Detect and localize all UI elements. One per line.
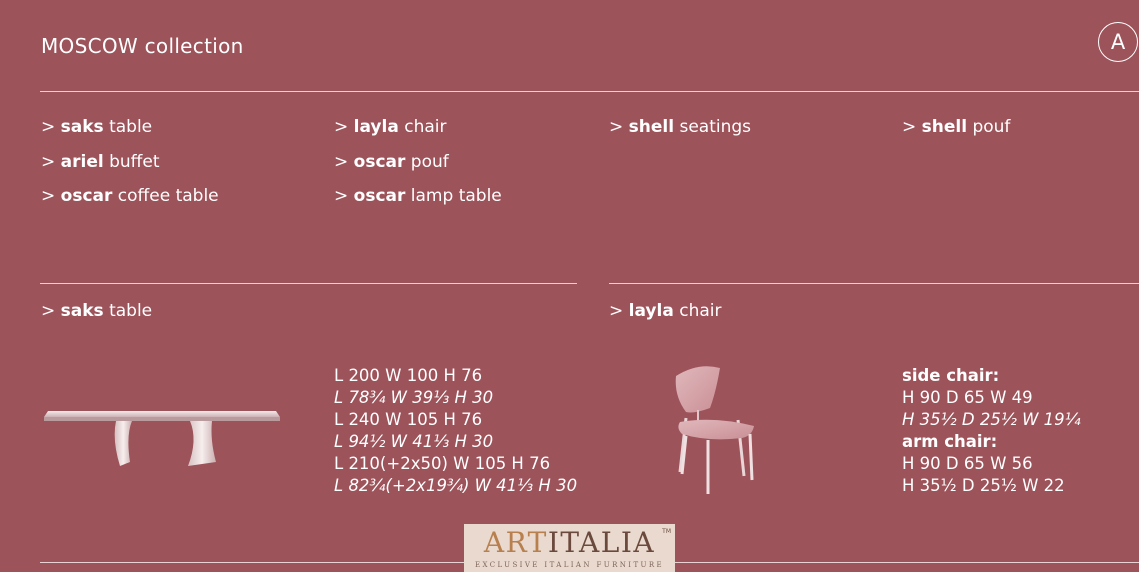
link-shell-pouf[interactable]: > shell pouf xyxy=(902,117,1011,137)
saks-dim-line: L 200 W 100 H 76 xyxy=(334,366,483,385)
layla-dim-heading: side chair: xyxy=(902,366,1000,385)
saks-section-divider xyxy=(40,283,577,284)
saks-dim-line: L 78¾ W 39⅓ H 30 xyxy=(334,388,494,407)
layla-dim-line: H 35½ D 25½ W 19¼ xyxy=(902,410,1081,429)
layla-dim-line: H 35½ D 25½ W 22 xyxy=(902,476,1065,495)
chair-icon xyxy=(664,362,760,498)
logo-wordmark: ARTITALIA xyxy=(483,526,656,559)
link-oscar-coffee-table[interactable]: > oscar coffee table xyxy=(41,186,219,206)
link-oscar-lamp-table[interactable]: > oscar lamp table xyxy=(334,186,502,206)
link-saks-table[interactable]: > saks table xyxy=(41,117,153,137)
link-shell-seatings[interactable]: > shell seatings xyxy=(609,117,752,137)
link-ariel-buffet[interactable]: > ariel buffet xyxy=(41,152,160,172)
link-oscar-pouf[interactable]: > oscar pouf xyxy=(334,152,449,172)
layla-section-divider xyxy=(609,283,1139,284)
saks-dimensions xyxy=(334,365,577,497)
artitalia-logo: ARTITALIA TM EXCLUSIVE ITALIAN FURNITURE xyxy=(464,524,675,572)
layla-dimensions xyxy=(902,365,1081,497)
layla-dim-line: H 90 D 65 W 49 xyxy=(902,388,1033,407)
saks-dim-line: L 82¾(+2x19¾) W 41⅓ H 30 xyxy=(334,476,578,495)
page-title: MOSCOW collection xyxy=(41,34,244,58)
saks-dim-line: L 94½ W 41⅓ H 30 xyxy=(334,432,494,451)
saks-dim-line: L 210(+2x50) W 105 H 76 xyxy=(334,454,551,473)
layla-section-title[interactable]: > layla chair xyxy=(609,301,722,321)
logo-tagline: EXCLUSIVE ITALIAN FURNITURE xyxy=(474,561,665,569)
saks-dim-line: L 240 W 105 H 76 xyxy=(334,410,483,429)
link-layla-chair[interactable]: > layla chair xyxy=(334,117,447,137)
table-icon xyxy=(40,400,286,474)
saks-section-title[interactable]: > saks table xyxy=(41,301,153,321)
header-divider xyxy=(40,91,1139,92)
collection-badge[interactable]: A xyxy=(1098,22,1138,62)
layla-dim-heading: arm chair: xyxy=(902,432,998,451)
layla-dim-line: H 90 D 65 W 56 xyxy=(902,454,1033,473)
